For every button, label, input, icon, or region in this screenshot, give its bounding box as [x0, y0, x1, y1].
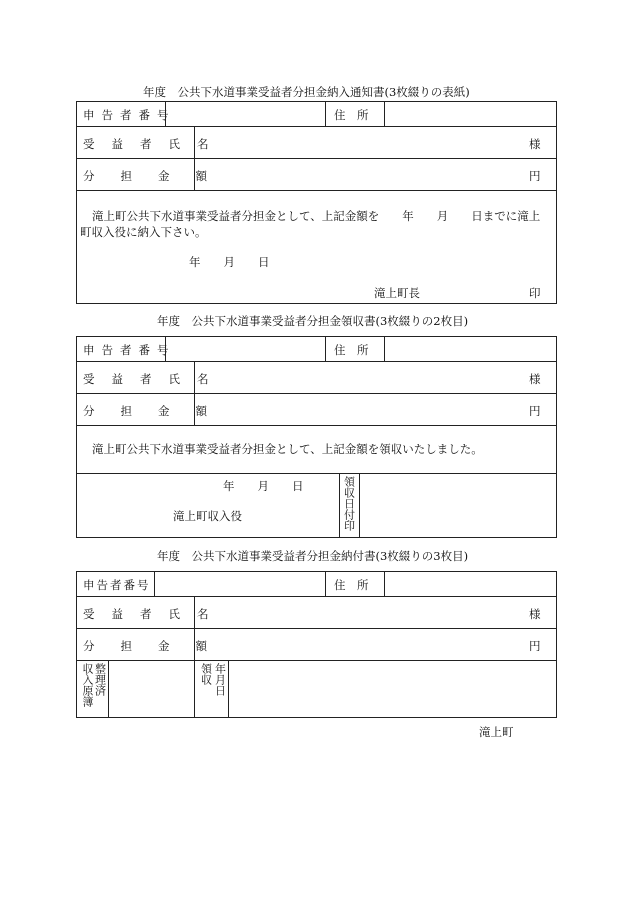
- name-suffix: 様: [529, 137, 541, 151]
- amount-suffix: 円: [529, 404, 541, 418]
- receipt-sign-area: [77, 473, 556, 537]
- notice-message-line2: 町収入役に納入下さい。: [80, 225, 207, 239]
- amount-suffix: 円: [529, 169, 541, 183]
- name-suffix: 様: [529, 607, 541, 621]
- notice-message-line1: 滝上町公共下水道事業受益者分担金として、上記金額を 年 月 日までに滝上: [92, 209, 541, 223]
- applicant-no-field[interactable]: [166, 337, 325, 360]
- payment-name-row: [77, 596, 556, 628]
- notice-seal: 印: [529, 286, 541, 300]
- ledger-label-col2: 整理済: [93, 663, 107, 696]
- notice-message-area: [77, 190, 556, 303]
- address-label: 住 所: [334, 578, 369, 592]
- receipt-stamp-field[interactable]: [360, 474, 556, 537]
- receipt-applicant-row: [77, 337, 556, 361]
- beneficiary-name-field[interactable]: [195, 362, 525, 393]
- payment-title: 年度 公共下水道事業受益者分担金納付書(3枚綴りの3枚目): [157, 549, 469, 563]
- applicant-no-field[interactable]: [155, 572, 325, 595]
- applicant-no-label: 申告者番号: [83, 108, 176, 122]
- address-field[interactable]: [385, 102, 556, 125]
- ledger-field[interactable]: [109, 661, 194, 717]
- receipt-date-field[interactable]: [229, 661, 556, 717]
- receipt-message-area: [77, 425, 556, 473]
- receipt-title: 年度 公共下水道事業受益者分担金領収書(3枚綴りの2枚目): [157, 314, 469, 328]
- beneficiary-name-field[interactable]: [195, 127, 525, 158]
- amount-label: 分担金額: [83, 639, 233, 653]
- ledger-label-col1: 収入原簿: [81, 663, 94, 707]
- receipt-date-label-col1: 領収: [199, 663, 213, 685]
- amount-field[interactable]: [195, 394, 525, 425]
- receipt-date-label-col2: 年月日: [213, 663, 227, 696]
- amount-suffix: 円: [529, 639, 541, 653]
- receipt-date: 年 月 日: [223, 479, 304, 493]
- name-label: 受益者氏名: [83, 372, 226, 386]
- notice-name-row: [77, 126, 556, 158]
- address-field[interactable]: [385, 572, 556, 595]
- receipt-message: 滝上町公共下水道事業受益者分担金として、上記金額を領収いたしました。: [92, 442, 483, 456]
- amount-field[interactable]: [195, 159, 525, 190]
- applicant-no-field[interactable]: [166, 102, 325, 125]
- amount-label: 分担金額: [83, 404, 233, 418]
- payment-applicant-row: [77, 572, 556, 596]
- notice-title: 年度 公共下水道事業受益者分担金納入通知書(3枚綴りの表紙): [143, 85, 470, 99]
- name-label: 受益者氏名: [83, 137, 226, 151]
- applicant-no-label: 申告者番号: [83, 343, 176, 357]
- notice-date: 年 月 日: [189, 255, 270, 269]
- amount-field[interactable]: [195, 629, 525, 660]
- notice-issuer: 滝上町長: [374, 286, 420, 300]
- address-label: 住 所: [334, 343, 369, 357]
- amount-label: 分担金額: [83, 169, 233, 183]
- address-field[interactable]: [385, 337, 556, 360]
- receipt-stamp-label: 領収日付印: [342, 476, 356, 531]
- receipt-name-row: [77, 361, 556, 393]
- payment-amount-row: [77, 628, 556, 660]
- address-label: 住 所: [334, 108, 369, 122]
- receipt-form: [76, 336, 557, 538]
- beneficiary-name-field[interactable]: [195, 597, 525, 628]
- payment-footer: 滝上町: [479, 725, 514, 739]
- notice-amount-row: [77, 158, 556, 190]
- payment-form: [76, 571, 557, 718]
- payment-ledger-row: [77, 660, 556, 717]
- notice-applicant-row: [77, 102, 556, 126]
- name-label: 受益者氏名: [83, 607, 226, 621]
- applicant-no-label: 申告者番号: [83, 578, 151, 592]
- notice-form: [76, 101, 557, 304]
- receipt-issuer: 滝上町収入役: [173, 509, 242, 523]
- receipt-amount-row: [77, 393, 556, 425]
- name-suffix: 様: [529, 372, 541, 386]
